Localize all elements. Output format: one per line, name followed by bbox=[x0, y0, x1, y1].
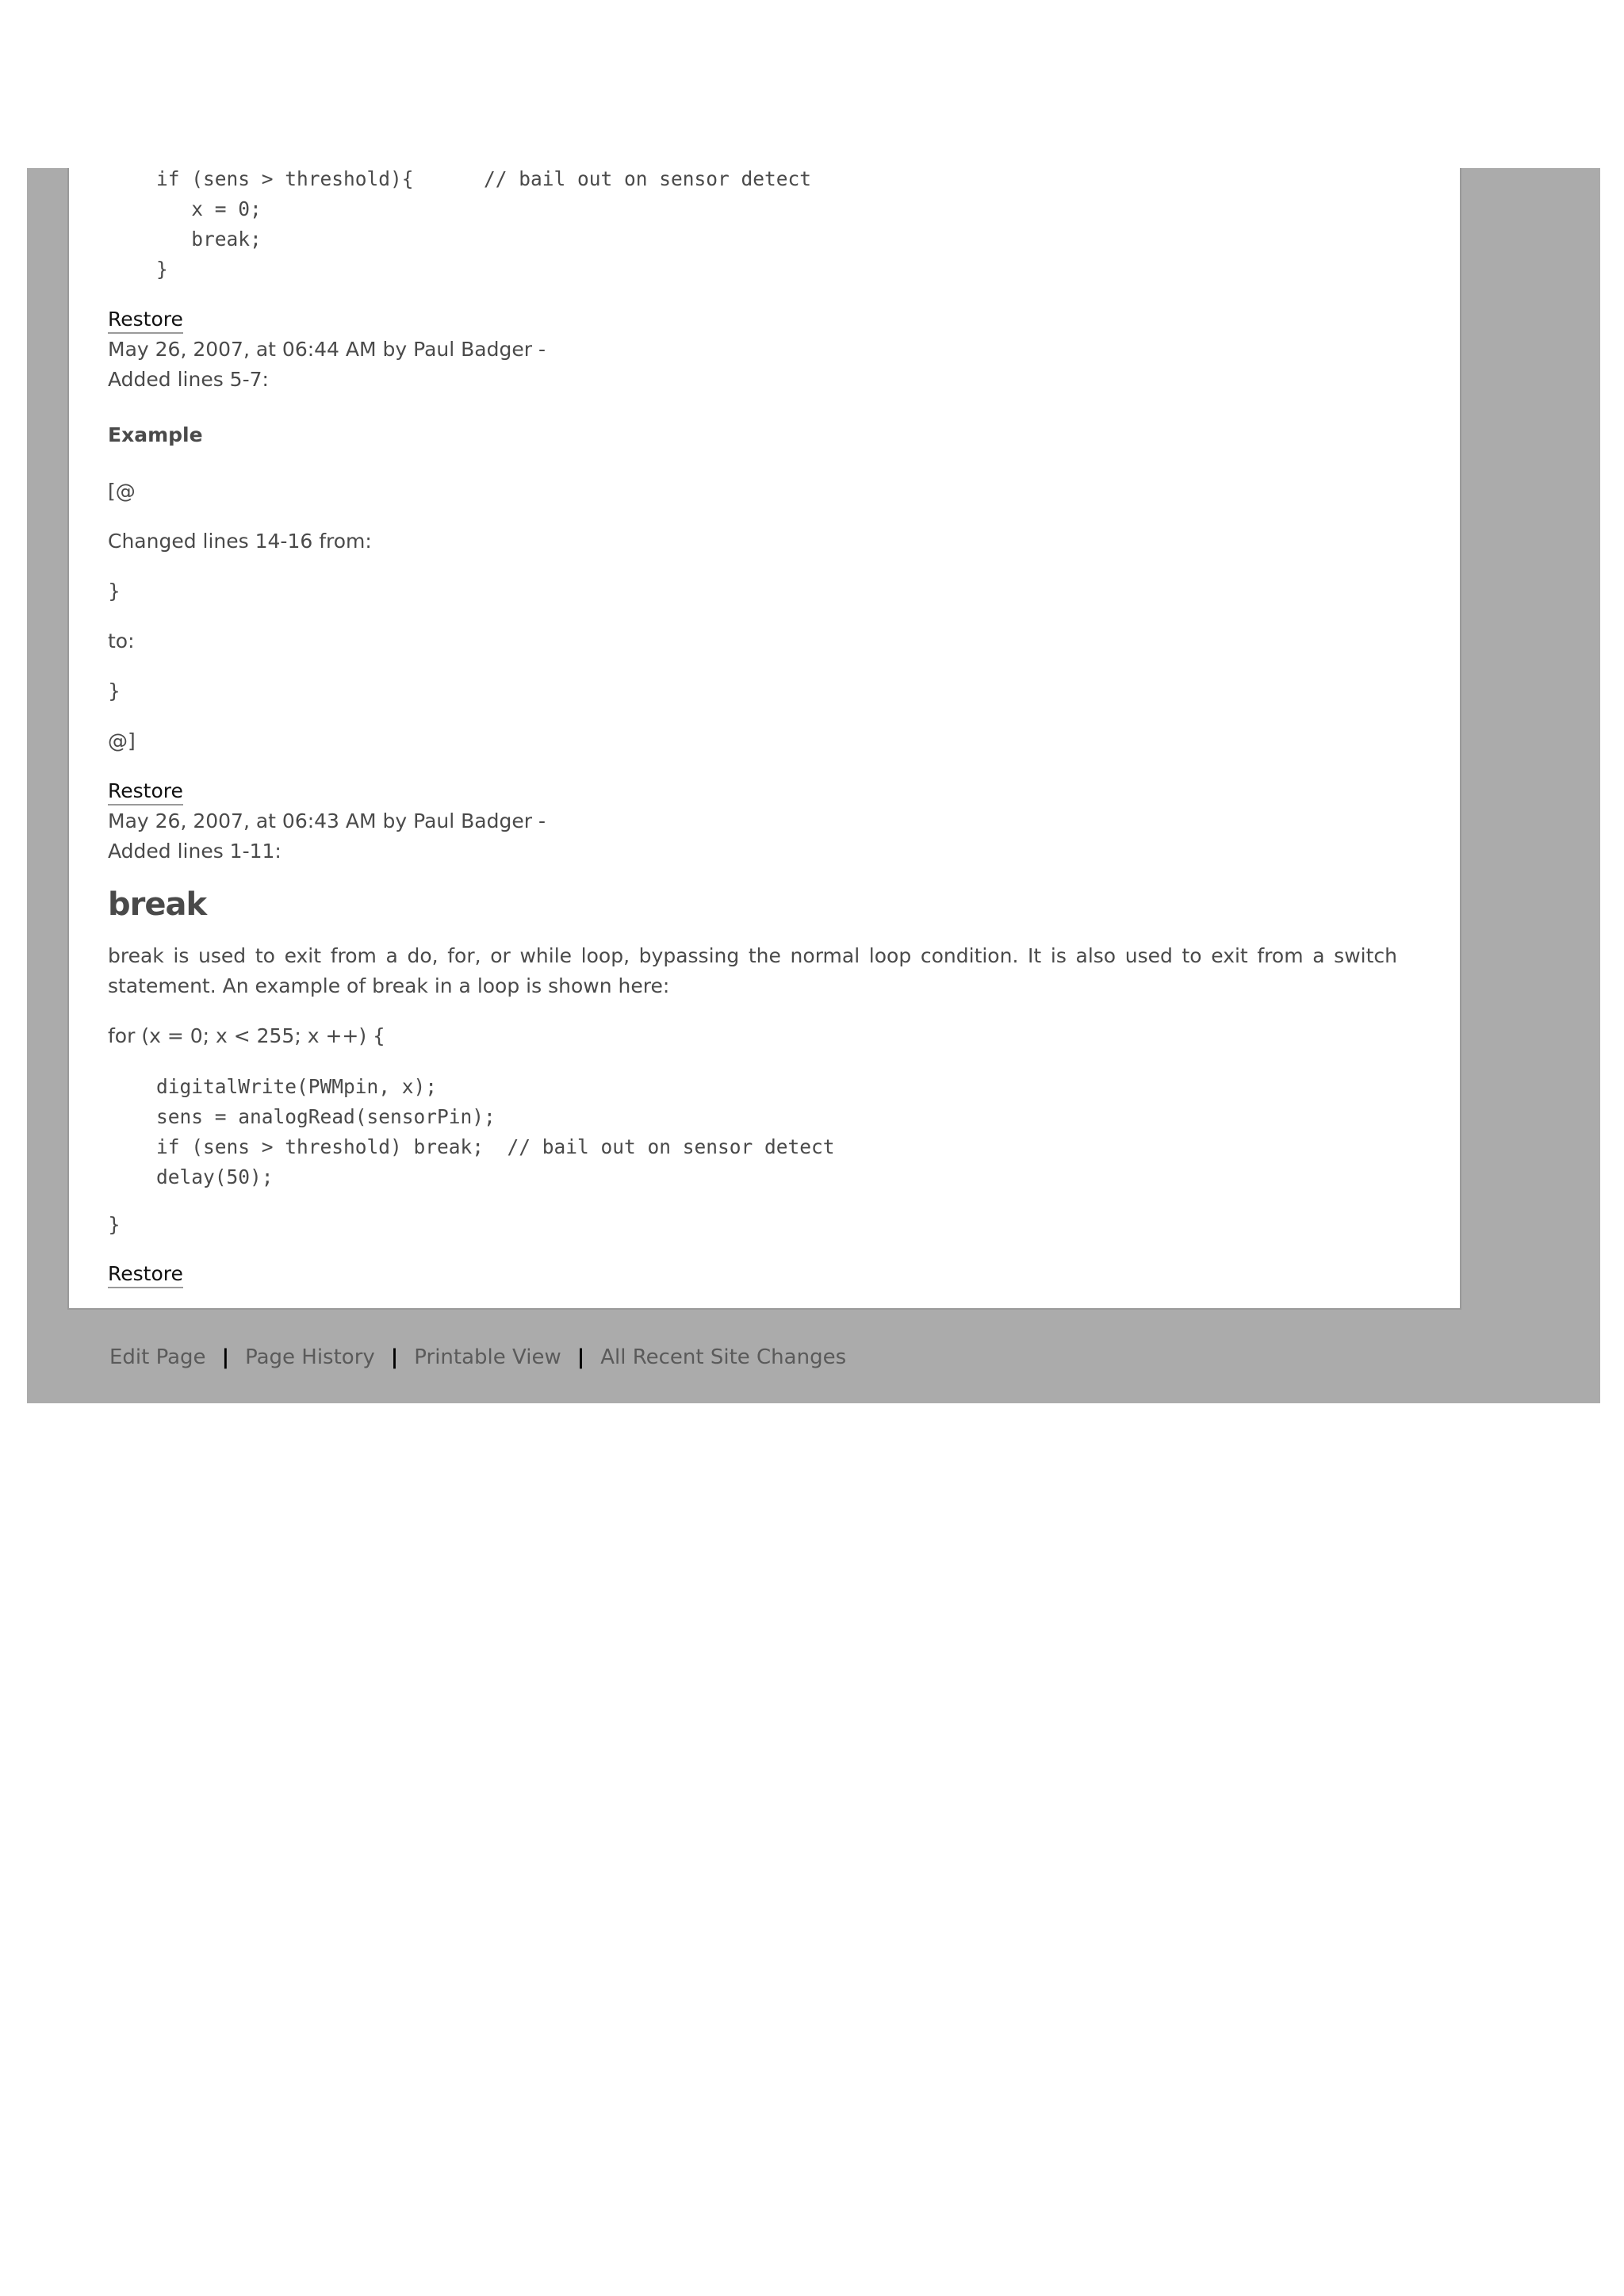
revision-meta: May 26, 2007, at 06:43 AM by Paul Badger - bbox=[108, 809, 546, 832]
code-line: } bbox=[156, 258, 168, 281]
section-heading: break bbox=[108, 886, 207, 923]
footer-separator: | bbox=[221, 1345, 230, 1369]
closing-brace: } bbox=[108, 1213, 121, 1236]
footer-nav bbox=[109, 1343, 846, 1372]
description-paragraph: break is used to exit from a do, for, or while loop, bypassing the normal loop condition. It is also used to exit from a switch statement. An example of break in a loop is shown here: bbox=[108, 944, 1397, 997]
code-line: digitalWrite(PWMpin, x); bbox=[156, 1075, 438, 1098]
restore-link[interactable]: Restore bbox=[108, 308, 183, 334]
footer-separator: | bbox=[390, 1345, 399, 1369]
code-line: x = 0; bbox=[156, 197, 262, 220]
edit-page-link[interactable]: Edit Page bbox=[109, 1345, 206, 1369]
recent-changes-link[interactable]: All Recent Site Changes bbox=[600, 1345, 847, 1369]
restore-link[interactable]: Restore bbox=[108, 779, 183, 806]
code-line: sens = analogRead(sensorPin); bbox=[156, 1105, 496, 1128]
code-open-marker: [@ bbox=[108, 480, 136, 503]
revision-meta: May 26, 2007, at 06:44 AM by Paul Badger - bbox=[108, 338, 546, 361]
example-heading: Example bbox=[108, 423, 203, 446]
code-close-marker: @] bbox=[108, 729, 136, 752]
code-line: delay(50); bbox=[156, 1165, 274, 1188]
footer-separator: | bbox=[576, 1345, 585, 1369]
code-line: if (sens > threshold) break; // bail out on sensor detect bbox=[156, 1135, 835, 1158]
brace-to: } bbox=[108, 679, 121, 702]
code-line: break; bbox=[156, 228, 262, 251]
to-label: to: bbox=[108, 629, 135, 652]
revision-summary: Added lines 1-11: bbox=[108, 840, 282, 863]
printable-view-link[interactable]: Printable View bbox=[414, 1345, 561, 1369]
code-line: if (sens > threshold){ // bail out on sensor detect bbox=[156, 167, 812, 190]
restore-link[interactable]: Restore bbox=[108, 1262, 183, 1288]
brace-from: } bbox=[108, 580, 121, 603]
changed-lines-text: Changed lines 14-16 from: bbox=[108, 530, 372, 553]
revision-summary: Added lines 5-7: bbox=[108, 368, 269, 391]
for-line: for (x = 0; x < 255; x ++) { bbox=[108, 1024, 385, 1047]
page-history-link[interactable]: Page History bbox=[245, 1345, 375, 1369]
